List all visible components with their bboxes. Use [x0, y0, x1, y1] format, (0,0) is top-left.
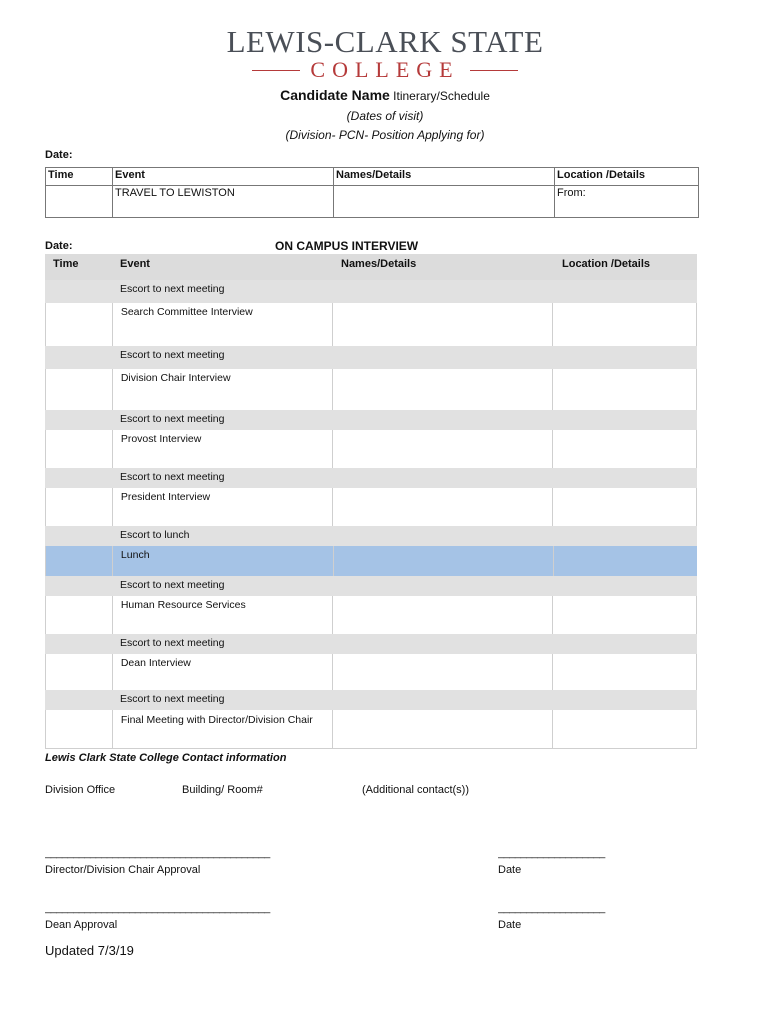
col-names: Names/Details: [334, 168, 555, 185]
event-cell: Escort to next meeting: [120, 413, 225, 425]
location-cell[interactable]: [553, 596, 696, 634]
time-cell[interactable]: [46, 430, 113, 468]
director-signature-line[interactable]: ________________________________________: [45, 847, 270, 859]
event-cell: Lunch: [113, 546, 334, 576]
col-names: Names/Details: [341, 258, 417, 270]
table-row-lunch: [45, 546, 697, 576]
time-cell[interactable]: [46, 710, 113, 748]
col-time: Time: [53, 258, 79, 270]
event-cell: Escort to next meeting: [120, 349, 225, 361]
travel-table: [45, 167, 699, 218]
table-row: [45, 654, 697, 690]
logo-rule-left: [252, 70, 300, 71]
event-cell: Dean Interview: [113, 654, 333, 690]
interview-table-header: [45, 254, 697, 280]
logo-rule-right: [470, 70, 518, 71]
division-position: (Division- PCN- Position Applying for): [285, 128, 485, 142]
travel-location-cell[interactable]: From:: [557, 187, 586, 199]
travel-time-cell[interactable]: [46, 186, 113, 217]
names-cell[interactable]: [333, 654, 553, 690]
event-cell: Provost Interview: [113, 430, 333, 468]
names-cell[interactable]: [333, 710, 553, 748]
date-label-2: Date:: [45, 240, 73, 252]
division-office-label: Division Office: [45, 784, 116, 796]
travel-table-header: [46, 168, 698, 186]
updated-date: Updated 7/3/19: [45, 943, 134, 958]
dean-approval-label: Dean Approval: [45, 919, 118, 931]
col-location: Location /Details: [557, 169, 646, 181]
event-cell: Escort to next meeting: [120, 471, 225, 483]
location-cell[interactable]: [554, 546, 697, 576]
dean-signature-line[interactable]: ________________________________________: [45, 902, 270, 914]
location-cell[interactable]: [553, 430, 696, 468]
time-cell[interactable]: [46, 303, 113, 346]
table-row: [45, 430, 697, 468]
event-cell: Escort to lunch: [120, 529, 190, 541]
dean-date-line[interactable]: ___________________: [498, 902, 605, 914]
additional-contacts-label: (Additional contact(s)): [362, 784, 469, 796]
col-time: Time: [46, 168, 113, 185]
location-cell[interactable]: [553, 369, 696, 410]
table-row: [45, 690, 697, 710]
names-cell[interactable]: [333, 596, 553, 634]
time-cell[interactable]: [46, 546, 113, 576]
table-row: [45, 280, 697, 303]
location-cell[interactable]: [553, 654, 696, 690]
date-label-1: Date:: [45, 149, 73, 161]
travel-event-cell: TRAVEL TO LEWISTON: [113, 186, 334, 217]
event-cell: President Interview: [113, 488, 333, 526]
travel-names-cell[interactable]: [334, 186, 555, 217]
dean-date-label: Date: [498, 919, 522, 931]
time-cell[interactable]: [46, 369, 113, 410]
names-cell[interactable]: [333, 488, 553, 526]
building-room-label: Building/ Room#: [182, 784, 263, 796]
event-cell: Escort to next meeting: [120, 579, 225, 591]
table-row: [45, 369, 697, 410]
director-date-label: Date: [498, 864, 522, 876]
on-campus-title: ON CAMPUS INTERVIEW: [275, 239, 419, 253]
time-cell[interactable]: [46, 654, 113, 690]
table-row: [45, 634, 697, 654]
event-cell: Search Committee Interview: [113, 303, 333, 346]
contact-title: Lewis Clark State College Contact information: [45, 752, 287, 764]
table-row: [45, 596, 697, 634]
event-cell: Escort to next meeting: [120, 693, 225, 705]
candidate-name-label: Candidate Name: [280, 87, 390, 103]
table-row: [45, 346, 697, 369]
time-cell[interactable]: [46, 488, 113, 526]
names-cell[interactable]: [333, 369, 553, 410]
event-cell: Escort to next meeting: [120, 283, 225, 295]
col-event: Event: [113, 168, 334, 185]
college-logo-title: LEWIS-CLARK STATE: [226, 24, 544, 59]
col-location: Location /Details: [562, 258, 651, 270]
table-row: [45, 468, 697, 488]
col-event: Event: [120, 258, 150, 270]
director-approval-label: Director/Division Chair Approval: [45, 864, 201, 876]
itinerary-label: Itinerary/Schedule: [389, 89, 490, 103]
event-cell: Escort to next meeting: [120, 637, 225, 649]
travel-row: [46, 186, 698, 217]
dates-of-visit: (Dates of visit): [346, 109, 424, 123]
interview-table: [45, 254, 697, 749]
table-row: [45, 526, 697, 546]
table-row: [45, 410, 697, 430]
event-cell: Division Chair Interview: [113, 369, 333, 410]
director-date-line[interactable]: ___________________: [498, 847, 605, 859]
names-cell[interactable]: [333, 430, 553, 468]
location-cell[interactable]: [553, 488, 696, 526]
names-cell[interactable]: [334, 546, 555, 576]
document-title: [0, 87, 770, 103]
event-cell: Human Resource Services: [113, 596, 333, 634]
college-logo-subtitle-row: [0, 57, 770, 83]
location-cell[interactable]: [553, 303, 696, 346]
names-cell[interactable]: [333, 303, 553, 346]
college-logo-subtitle: COLLEGE: [310, 57, 460, 82]
table-row: [45, 303, 697, 346]
table-row: [45, 710, 697, 749]
time-cell[interactable]: [46, 596, 113, 634]
table-row: [45, 488, 697, 526]
table-row: [45, 576, 697, 596]
event-cell: Final Meeting with Director/Division Chair: [113, 710, 333, 748]
location-cell[interactable]: [553, 710, 696, 748]
